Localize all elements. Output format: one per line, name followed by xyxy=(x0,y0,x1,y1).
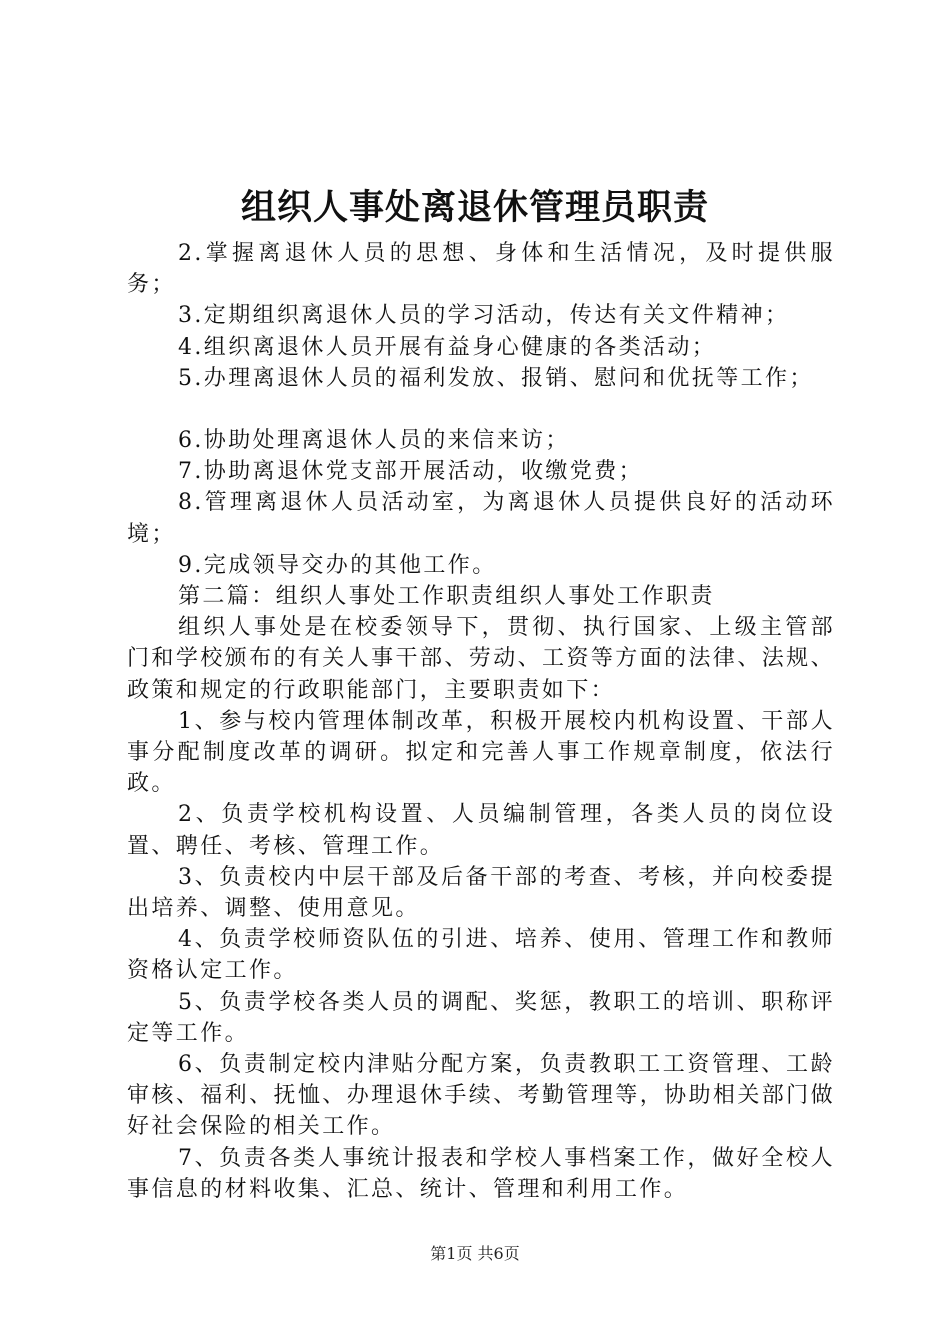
duty-item-6: 6、负责制定校内津贴分配方案，负责教职工工资管理、工龄审核、福利、抚恤、办理退休手续、考勤管理等，协助相关部门做好社会保险的相关工作。 xyxy=(127,1052,835,1140)
document-body xyxy=(127,238,835,1205)
duty-item-1: 1、参与校内管理体制改革，积极开展校内机构设置、干部人事分配制度改革的调研。拟定和完善人事工作规章制度，依法行政。 xyxy=(127,708,835,797)
document-title: 组织人事处离退休管理员职责 xyxy=(240,188,709,228)
page-number-footer: 第1页 共6页 xyxy=(430,1244,520,1263)
paragraph-item-3: 3.定期组织离退休人员的学习活动，传达有关文件精神； xyxy=(178,303,790,329)
intro-paragraph: 组织人事处是在校委领导下，贯彻、执行国家、上级主管部门和学校颁布的有关人事干部、劳动、工资等方面的法律、法规、政策和规定的行政职能部门，主要职责如下： xyxy=(127,615,835,703)
paragraph-item-4: 4.组织离退休人员开展有益身心健康的各类活动； xyxy=(178,334,717,360)
paragraph-item-5: 5.办理离退休人员的福利发放、报销、慰问和优抚等工作； xyxy=(178,365,814,391)
paragraph-item-8: 8.管理离退休人员活动室，为离退休人员提供良好的活动环境； xyxy=(127,490,835,547)
duty-item-2: 2、负责学校机构设置、人员编制管理，各类人员的岗位设置、聘任、考核、管理工作。 xyxy=(127,802,835,859)
paragraph-item-2: 2.掌握离退休人员的思想、身体和生活情况，及时提供服务； xyxy=(127,241,835,298)
duty-item-5: 5、负责学校各类人员的调配、奖惩，教职工的培训、职称评定等工作。 xyxy=(127,989,835,1046)
paragraph-item-7: 7.协助离退休党支部开展活动，收缴党费； xyxy=(178,459,643,485)
duty-item-7: 7、负责各类人事统计报表和学校人事档案工作，做好全校人事信息的材料收集、汇总、统计、管理和利用工作。 xyxy=(127,1145,835,1202)
duty-item-3: 3、负责校内中层干部及后备干部的考查、考核，并向校委提出培养、调整、使用意见。 xyxy=(127,864,835,922)
section-heading-part-two: 第二篇：组织人事处工作职责组织人事处工作职责 xyxy=(178,584,715,610)
paragraph-item-6: 6.协助处理离退休人员的来信来访； xyxy=(178,428,570,454)
duty-item-4: 4、负责学校师资队伍的引进、培养、使用、管理工作和教师资格认定工作。 xyxy=(127,927,835,984)
paragraph-item-9: 9.完成领导交办的其他工作。 xyxy=(178,552,497,578)
